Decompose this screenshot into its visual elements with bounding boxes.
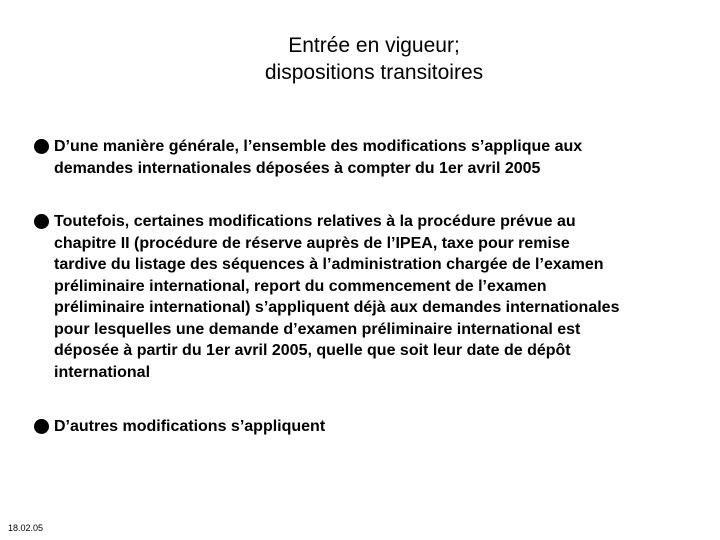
footer-date: 18.02.05	[8, 523, 44, 533]
title-line-2: dispositions transitoires	[264, 61, 484, 84]
bullet-item-chapter-ii	[34, 211, 694, 383]
bullet-text: Toutefois, certaines modifications relatives à la procédure prévue au chapitre II (procédure de réserve auprès de l’IPEA, taxe pour remise tardive du listage des séquences à l’administration chargée de l’examen préliminaire international, report du commencement de l’examen préliminaire international) s’appliquent déjà aux demandes internationales pour lesquelles une demande d’examen préliminaire international est déposée à partir du 1er avril 2005, quelle que soit leur date de dépôt international	[54, 213, 620, 381]
slide-title	[0, 32, 720, 86]
title-line-1: Entrée en vigueur;	[288, 34, 460, 57]
bullet-item-general	[34, 136, 694, 179]
bullet-text: D’autres modifications s’appliquent	[54, 418, 326, 435]
bullet-dot-icon	[34, 214, 49, 229]
bullet-dot-icon	[34, 419, 49, 434]
bullet-text: D’une manière générale, l’ensemble des modifications s’applique aux demandes internationales déposées à compter du 1er avril 2005	[54, 138, 583, 177]
bullet-dot-icon	[34, 139, 49, 154]
bullet-item-other	[34, 416, 694, 438]
